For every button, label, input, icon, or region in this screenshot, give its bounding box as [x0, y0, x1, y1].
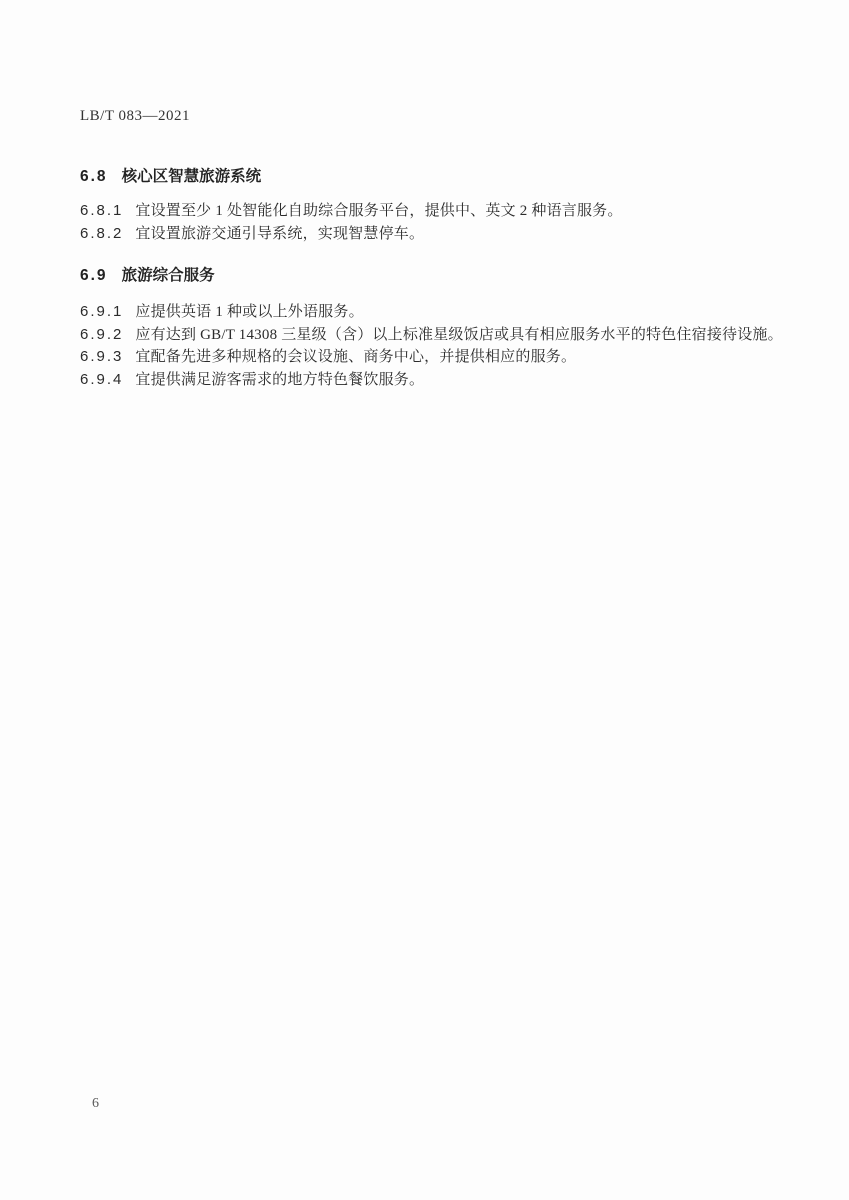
clause-text: 应有达到 GB/T 14308 三星级（含）以上标准星级饭店或具有相应服务水平的特色住宿接待设施。 [135, 326, 783, 343]
clause [80, 301, 785, 324]
page-number: 6 [92, 1096, 99, 1111]
clause-number: 6.9.3 [80, 348, 124, 365]
section-number: 6.9 [80, 267, 108, 284]
clause-text: 宜提供满足游客需求的地方特色餐饮服务。 [135, 371, 425, 388]
clause-number: 6.9.2 [80, 325, 124, 343]
clause [80, 223, 785, 246]
clause-number: 6.9.4 [80, 370, 124, 388]
clause-text: 宜配备先进多种规格的会议设施、商务中心，并提供相应的服务。 [135, 349, 577, 365]
section-heading [80, 267, 785, 285]
clause-number: 6.8.2 [80, 224, 124, 242]
clause-text: 应提供英语 1 种或以上外语服务。 [135, 304, 364, 320]
section-number: 6.8 [80, 168, 108, 185]
clause-text: 宜设置旅游交通引导系统，实现智慧停车。 [135, 225, 425, 242]
clause [80, 369, 785, 392]
section-heading [80, 168, 785, 186]
clause [80, 324, 785, 347]
section-6-8 [80, 168, 785, 245]
section-6-9 [80, 267, 785, 391]
clause [80, 200, 785, 223]
standard-number: LB/T 083—2021 [80, 108, 190, 124]
section-title: 旅游综合服务 [121, 267, 215, 284]
clause-number: 6.8.1 [80, 202, 124, 219]
clause [80, 346, 785, 369]
clause-text: 宜设置至少 1 处智能化自助综合服务平台，提供中、英文 2 种语言服务。 [135, 203, 623, 219]
clause-number: 6.9.1 [80, 303, 124, 320]
section-title: 核心区智慧旅游系统 [121, 168, 262, 185]
